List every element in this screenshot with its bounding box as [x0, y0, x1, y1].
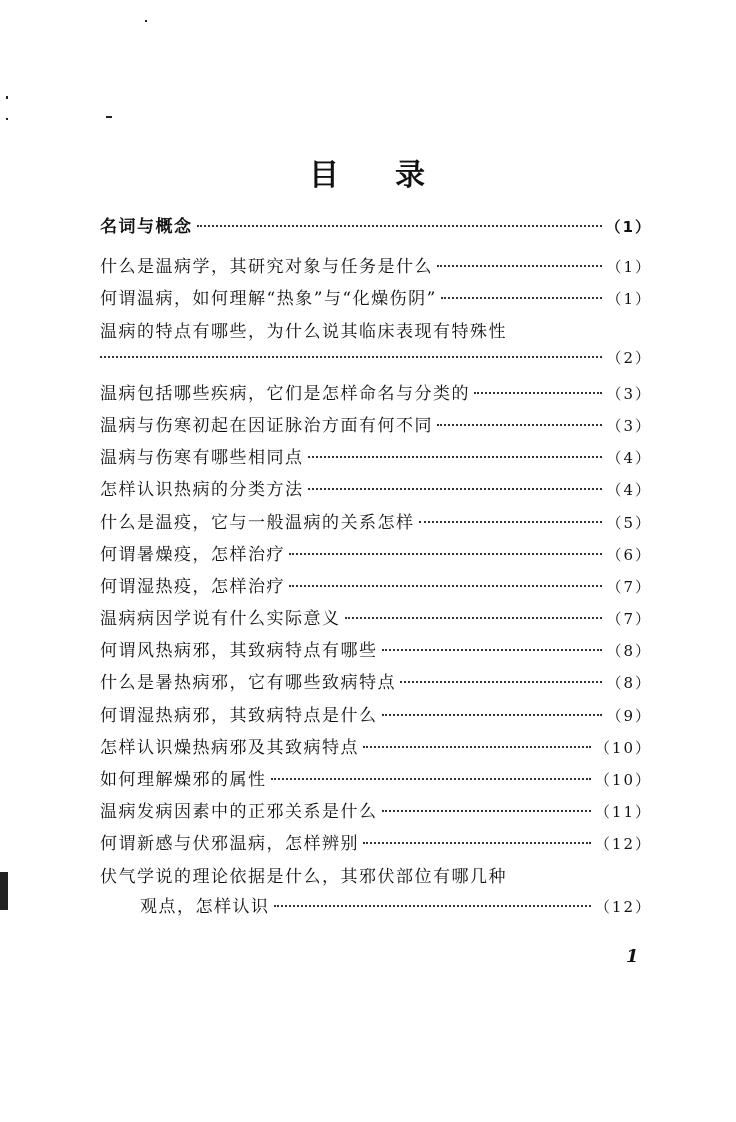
title-char-1: 目	[309, 158, 341, 193]
toc-entry[interactable]	[100, 636, 652, 668]
scan-speck	[6, 96, 8, 99]
dot-leader	[474, 392, 602, 394]
toc-page-number: （1）	[606, 290, 652, 309]
toc-entry[interactable]	[100, 701, 652, 733]
toc-entry-text: 何谓风热病邪，其致病特点有哪些	[100, 641, 378, 662]
toc-entry-text: 怎样认识燥热病邪及其致病特点	[100, 737, 359, 758]
toc-page-number: （9）	[606, 706, 652, 725]
page-title	[0, 150, 736, 194]
dot-leader	[308, 456, 603, 458]
toc-entry[interactable]	[100, 284, 652, 316]
toc-entry-text: 如何理解燥邪的属性	[100, 770, 267, 790]
toc-page-number: （10）	[594, 771, 652, 789]
dot-leader	[274, 905, 591, 907]
title-char-2: 录	[395, 158, 427, 193]
toc-page-number: （2）	[606, 348, 652, 367]
toc-entry-text: 怎样认识热病的分类方法	[100, 480, 304, 501]
toc-page-number: （7）	[606, 610, 652, 629]
toc-entry-line2[interactable]	[100, 347, 652, 379]
dot-leader	[382, 810, 591, 812]
toc-page-number: （1）	[605, 218, 652, 236]
toc-page-number: （11）	[594, 803, 652, 822]
toc-entry[interactable]	[100, 604, 652, 636]
toc-page-number: （6）	[606, 545, 652, 564]
toc-page-number: （5）	[606, 513, 652, 532]
scan-speck	[106, 116, 112, 118]
toc-entry-text: 什么是温病学，其研究对象与任务是什么	[100, 257, 433, 278]
toc-entry-line1[interactable]	[100, 862, 652, 892]
toc-entry-line1[interactable]	[100, 317, 652, 347]
toc-entry-text: 温病与伤寒有哪些相同点	[100, 448, 304, 469]
toc-page-number: （4）	[606, 449, 652, 468]
toc-entry-text: 何谓湿热疫，怎样治疗	[100, 576, 285, 597]
toc-section-heading[interactable]	[100, 212, 652, 244]
toc-entry[interactable]	[100, 540, 652, 572]
toc-entry-text: 伏气学说的理论依据是什么，其邪伏部位有哪几种	[100, 866, 507, 887]
dot-leader	[271, 778, 591, 780]
toc-page-number: （10）	[594, 738, 652, 757]
toc-entry[interactable]	[100, 668, 652, 700]
toc-entry[interactable]	[100, 765, 652, 797]
toc-entry[interactable]	[100, 411, 652, 443]
toc-entry[interactable]	[100, 379, 652, 411]
toc-section-label: 名词与概念	[100, 217, 193, 237]
toc-entry-text: 温病发病因素中的正邪关系是什么	[100, 802, 378, 823]
toc-entry-text: 温病病因学说有什么实际意义	[100, 609, 341, 630]
table-of-contents	[100, 212, 652, 924]
dot-leader	[419, 521, 603, 523]
dot-leader	[289, 585, 602, 587]
dot-leader	[308, 488, 603, 490]
dot-leader	[100, 356, 602, 358]
toc-page-number: （8）	[606, 674, 652, 693]
dot-leader	[289, 553, 602, 555]
page-folio-number: 1	[626, 946, 639, 967]
toc-page-number: （4）	[606, 481, 652, 500]
toc-entry-text: 什么是暑热病邪，它有哪些致病特点	[100, 673, 396, 694]
toc-entry[interactable]	[100, 572, 652, 604]
dot-leader	[437, 265, 602, 267]
toc-entry[interactable]	[100, 475, 652, 507]
scan-speck	[145, 20, 147, 22]
toc-entry-text: 何谓湿热病邪，其致病特点是什么	[100, 705, 378, 726]
toc-entry[interactable]	[100, 508, 652, 540]
toc-entry[interactable]	[100, 733, 652, 765]
toc-entry-text: 温病与伤寒初起在因证脉治方面有何不同	[100, 415, 433, 436]
toc-page-number: （1）	[606, 258, 652, 277]
toc-entry-text: 何谓新感与伏邪温病，怎样辨别	[100, 834, 359, 855]
toc-page-number: （3）	[606, 384, 652, 403]
toc-entry-text: 何谓暑燥疫，怎样治疗	[100, 544, 285, 565]
toc-entry[interactable]	[100, 443, 652, 475]
toc-page-number: （3）	[606, 416, 652, 435]
toc-entry-text: 温病包括哪些疾病，它们是怎样命名与分类的	[100, 383, 470, 404]
dot-leader	[363, 746, 591, 748]
scan-edge-mark	[0, 872, 8, 910]
toc-page-number: （8）	[606, 642, 652, 661]
dot-leader	[197, 225, 602, 227]
dot-leader	[441, 297, 603, 299]
dot-leader	[382, 714, 603, 716]
dot-leader	[382, 649, 603, 651]
toc-page-number: （7）	[606, 577, 652, 596]
toc-entry-line2[interactable]	[100, 892, 652, 924]
toc-entry[interactable]	[100, 829, 652, 861]
toc-entry-text: 温病的特点有哪些，为什么说其临床表现有特殊性	[100, 321, 507, 342]
toc-entry-text: 什么是温疫，它与一般温病的关系怎样	[100, 512, 415, 533]
toc-entry[interactable]	[100, 797, 652, 829]
toc-entry[interactable]	[100, 252, 652, 284]
dot-leader	[345, 617, 603, 619]
toc-page-number: （12）	[594, 897, 652, 916]
dot-leader	[437, 424, 602, 426]
dot-leader	[400, 681, 602, 683]
dot-leader	[363, 842, 591, 844]
scan-speck	[6, 118, 8, 120]
toc-entry-text: 何谓温病，如何理解“热象”与“化燥伤阴”	[100, 289, 437, 310]
toc-entry-text: 观点，怎样认识	[140, 896, 270, 917]
toc-page-number: （12）	[594, 835, 652, 854]
